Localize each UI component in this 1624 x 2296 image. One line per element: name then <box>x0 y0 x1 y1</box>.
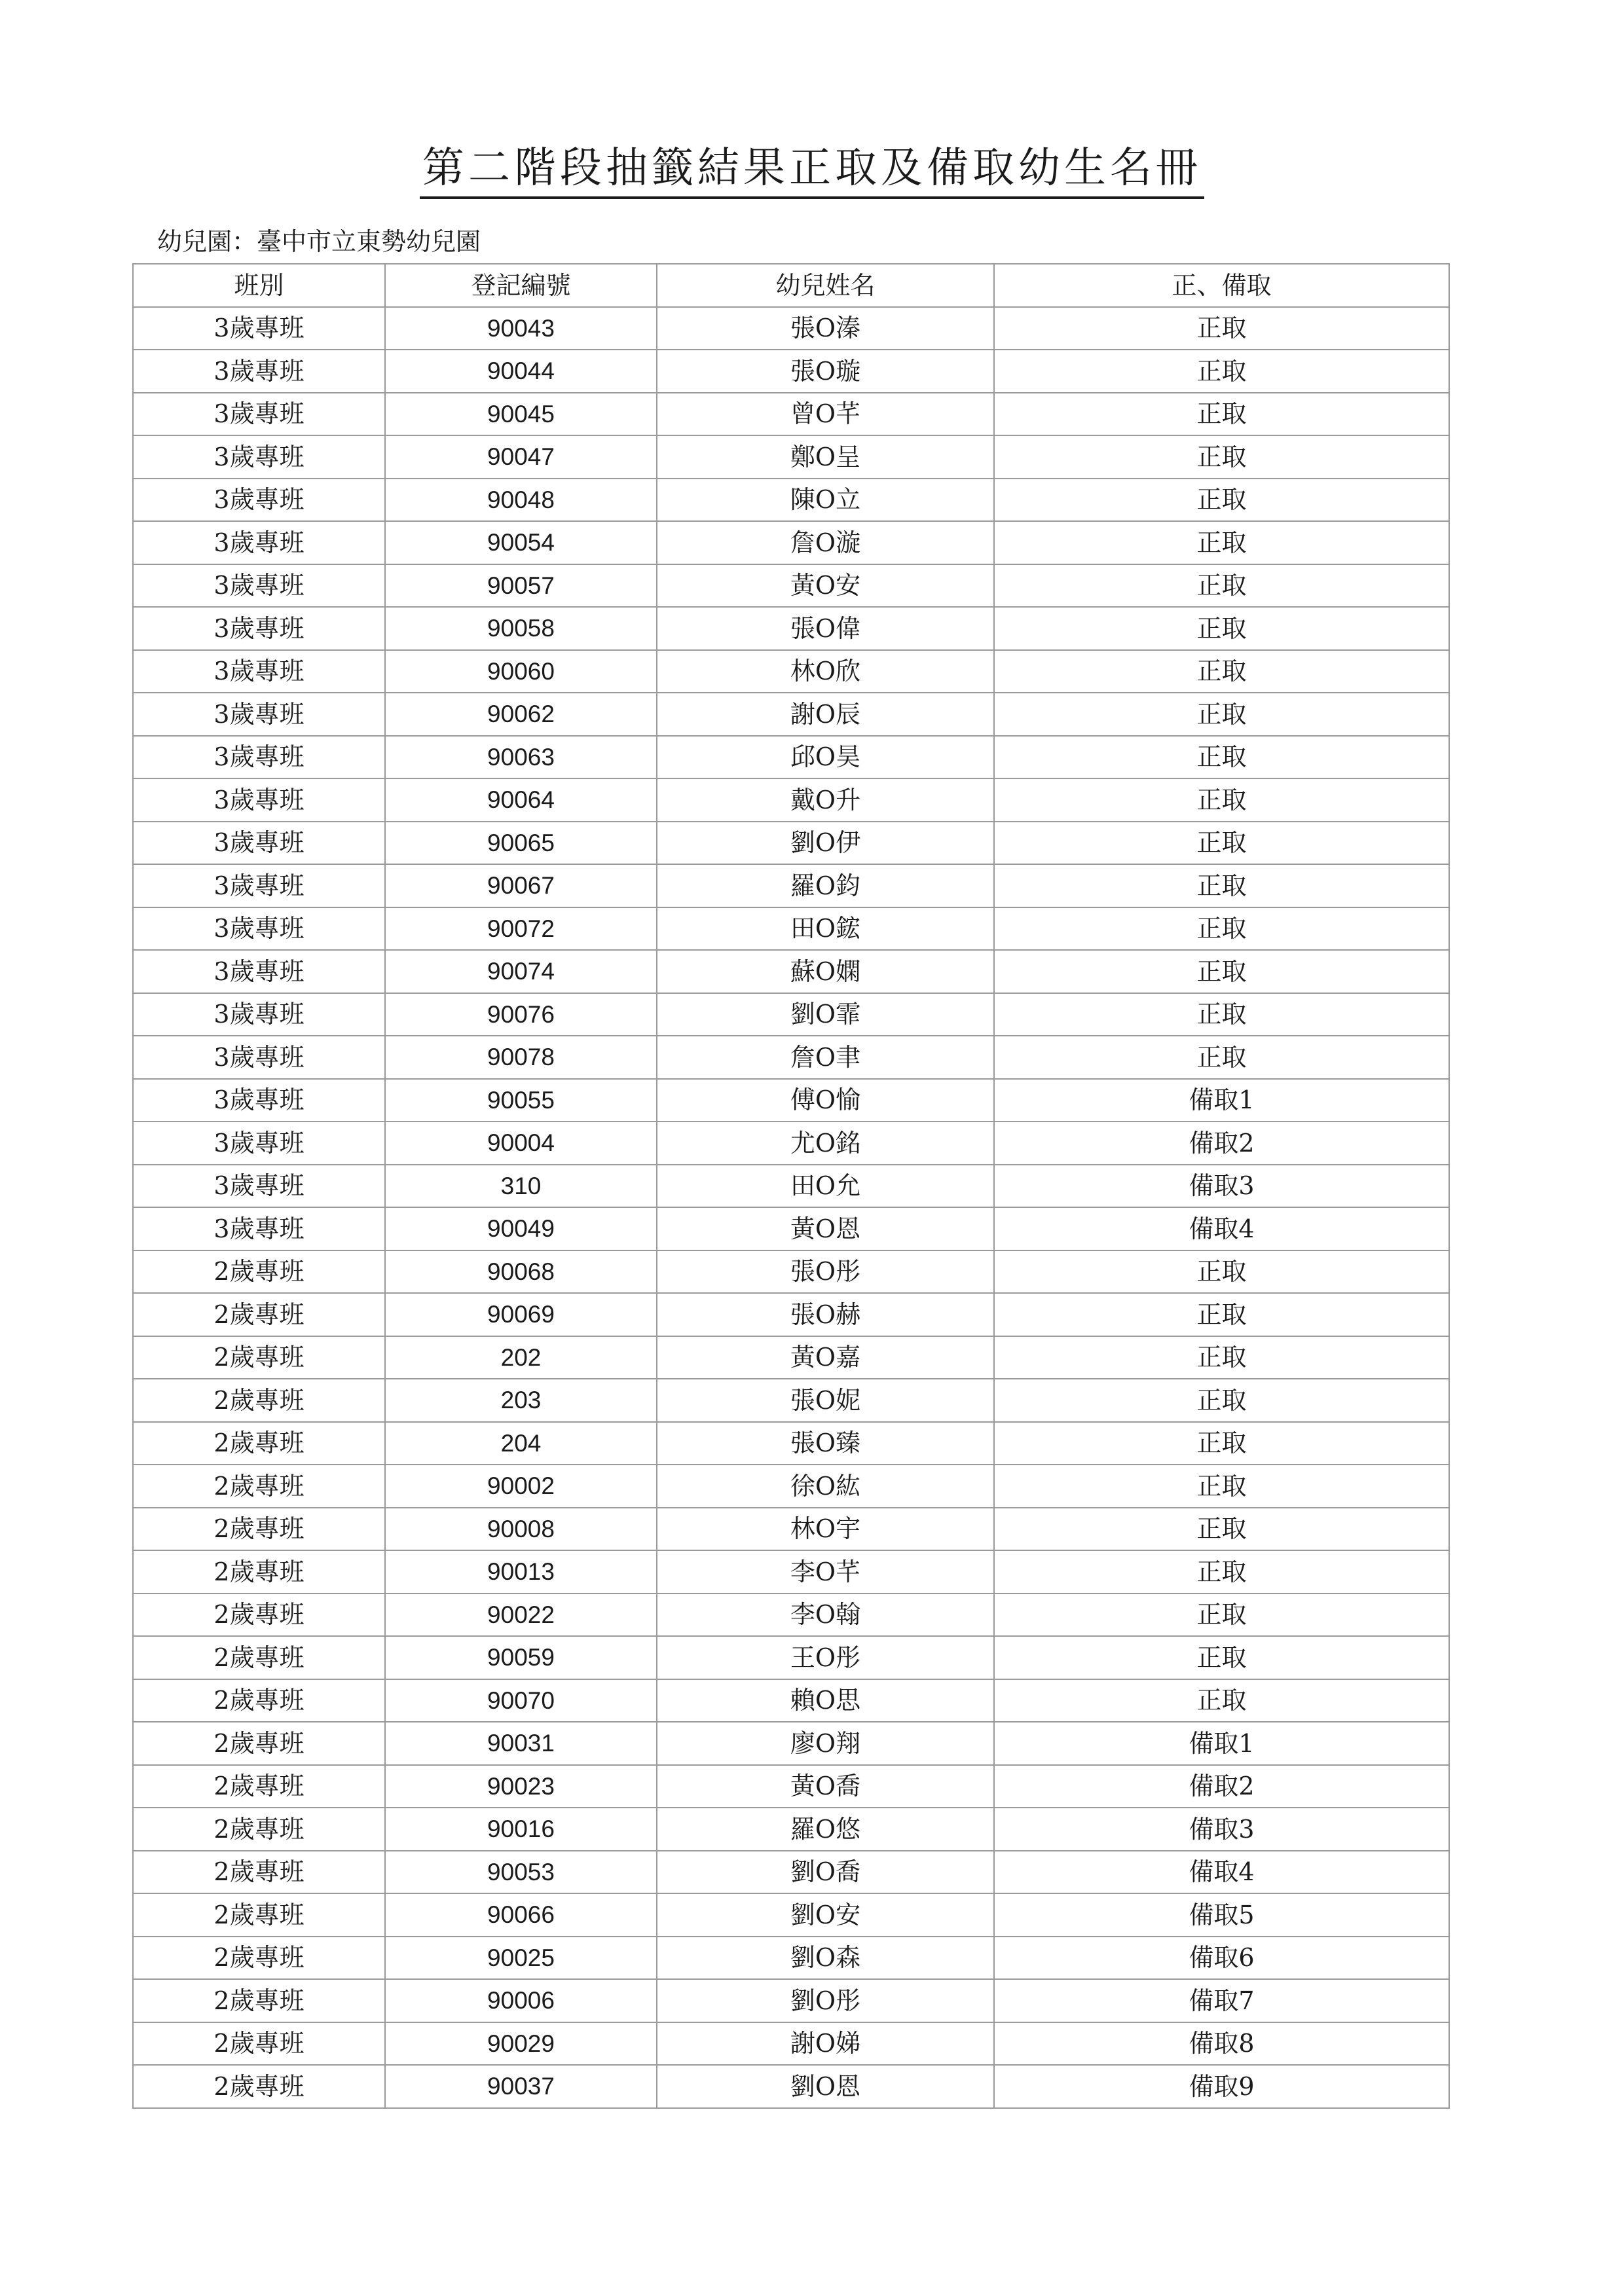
table-row <box>133 2065 1449 2108</box>
cell-child-name: 傅O愉 <box>657 1079 994 1122</box>
cell-admission-status: 正取 <box>994 564 1449 608</box>
table-row <box>133 479 1449 522</box>
cell-class: 3歲專班 <box>133 1165 385 1208</box>
cell-admission-status: 正取 <box>994 950 1449 993</box>
cell-admission-status: 正取 <box>994 1465 1449 1508</box>
cell-admission-status: 備取4 <box>994 1207 1449 1250</box>
table-row <box>133 307 1449 350</box>
cell-registration-number: 90031 <box>385 1722 657 1765</box>
cell-child-name: 戴O升 <box>657 778 994 822</box>
cell-child-name: 羅O悠 <box>657 1808 994 1851</box>
cell-child-name: 賴O思 <box>657 1679 994 1722</box>
cell-registration-number: 90072 <box>385 907 657 951</box>
table-row <box>133 693 1449 736</box>
cell-admission-status: 正取 <box>994 822 1449 865</box>
table-row <box>133 1636 1449 1679</box>
cell-admission-status: 正取 <box>994 307 1449 350</box>
cell-registration-number: 90066 <box>385 1893 657 1937</box>
cell-class: 3歲專班 <box>133 693 385 736</box>
cell-admission-status: 備取2 <box>994 1121 1449 1165</box>
cell-admission-status: 正取 <box>994 1336 1449 1379</box>
cell-registration-number: 90048 <box>385 479 657 522</box>
table-row <box>133 393 1449 436</box>
cell-admission-status: 備取1 <box>994 1722 1449 1765</box>
cell-child-name: 蘇O嫻 <box>657 950 994 993</box>
cell-registration-number: 90044 <box>385 350 657 393</box>
cell-registration-number: 90054 <box>385 521 657 564</box>
cell-class: 3歲專班 <box>133 736 385 779</box>
cell-admission-status: 正取 <box>994 350 1449 393</box>
cell-admission-status: 備取2 <box>994 1765 1449 1808</box>
cell-class: 2歲專班 <box>133 1379 385 1422</box>
cell-class: 2歲專班 <box>133 1465 385 1508</box>
cell-admission-status: 正取 <box>994 1679 1449 1722</box>
cell-admission-status: 正取 <box>994 1293 1449 1336</box>
header-registration-number: 登記編號 <box>385 264 657 307</box>
cell-child-name: 曾O芊 <box>657 393 994 436</box>
cell-class: 3歲專班 <box>133 1036 385 1079</box>
cell-registration-number: 90055 <box>385 1079 657 1122</box>
cell-class: 3歲專班 <box>133 650 385 693</box>
table-row <box>133 1036 1449 1079</box>
table-row <box>133 350 1449 393</box>
cell-registration-number: 90023 <box>385 1765 657 1808</box>
cell-registration-number: 90069 <box>385 1293 657 1336</box>
cell-child-name: 黃O喬 <box>657 1765 994 1808</box>
cell-admission-status: 備取1 <box>994 1079 1449 1122</box>
cell-registration-number: 204 <box>385 1422 657 1465</box>
cell-class: 2歲專班 <box>133 2065 385 2108</box>
cell-class: 2歲專班 <box>133 1937 385 1980</box>
cell-admission-status: 正取 <box>994 864 1449 907</box>
cell-child-name: 劉O森 <box>657 1937 994 1980</box>
table-row <box>133 1165 1449 1208</box>
cell-class: 2歲專班 <box>133 1679 385 1722</box>
cell-class: 3歲專班 <box>133 521 385 564</box>
cell-child-name: 詹O漩 <box>657 521 994 564</box>
cell-class: 2歲專班 <box>133 1636 385 1679</box>
table-row <box>133 1851 1449 1894</box>
cell-class: 3歲專班 <box>133 1121 385 1165</box>
cell-child-name: 張O璇 <box>657 350 994 393</box>
table-row <box>133 907 1449 951</box>
cell-child-name: 黃O安 <box>657 564 994 608</box>
cell-admission-status: 正取 <box>994 1594 1449 1637</box>
cell-class: 2歲專班 <box>133 2022 385 2066</box>
cell-admission-status: 正取 <box>994 393 1449 436</box>
cell-admission-status: 備取8 <box>994 2022 1449 2066</box>
header-class: 班別 <box>133 264 385 307</box>
cell-admission-status: 備取5 <box>994 1893 1449 1937</box>
table-row <box>133 1679 1449 1722</box>
cell-class: 2歲專班 <box>133 1508 385 1551</box>
cell-admission-status: 正取 <box>994 1250 1449 1294</box>
table-row <box>133 650 1449 693</box>
cell-admission-status: 正取 <box>994 993 1449 1036</box>
cell-class: 3歲專班 <box>133 778 385 822</box>
cell-child-name: 羅O鈞 <box>657 864 994 907</box>
table-row <box>133 1937 1449 1980</box>
cell-admission-status: 正取 <box>994 1508 1449 1551</box>
cell-admission-status: 正取 <box>994 1422 1449 1465</box>
cell-class: 2歲專班 <box>133 1594 385 1637</box>
cell-class: 3歲專班 <box>133 393 385 436</box>
table-row <box>133 1979 1449 2022</box>
cell-class: 3歲專班 <box>133 950 385 993</box>
cell-admission-status: 正取 <box>994 736 1449 779</box>
cell-registration-number: 90043 <box>385 307 657 350</box>
cell-registration-number: 90063 <box>385 736 657 779</box>
cell-registration-number: 90045 <box>385 393 657 436</box>
cell-registration-number: 90057 <box>385 564 657 608</box>
cell-registration-number: 90060 <box>385 650 657 693</box>
table-row <box>133 822 1449 865</box>
cell-registration-number: 90013 <box>385 1550 657 1594</box>
table-row <box>133 736 1449 779</box>
cell-admission-status: 正取 <box>994 693 1449 736</box>
table-row <box>133 1550 1449 1594</box>
table-row <box>133 564 1449 608</box>
cell-admission-status: 正取 <box>994 1379 1449 1422</box>
table-row <box>133 1722 1449 1765</box>
cell-class: 2歲專班 <box>133 1550 385 1594</box>
cell-class: 3歲專班 <box>133 1079 385 1122</box>
cell-registration-number: 90074 <box>385 950 657 993</box>
header-child-name: 幼兒姓名 <box>657 264 994 307</box>
cell-class: 3歲專班 <box>133 822 385 865</box>
cell-child-name: 劉O安 <box>657 1893 994 1937</box>
cell-registration-number: 90016 <box>385 1808 657 1851</box>
table-row <box>133 864 1449 907</box>
cell-registration-number: 90004 <box>385 1121 657 1165</box>
cell-registration-number: 90053 <box>385 1851 657 1894</box>
cell-child-name: 謝O娣 <box>657 2022 994 2066</box>
cell-class: 3歲專班 <box>133 1207 385 1250</box>
cell-registration-number: 90006 <box>385 1979 657 2022</box>
cell-child-name: 張O偉 <box>657 607 994 650</box>
admission-roster-table <box>132 263 1450 2109</box>
cell-registration-number: 90037 <box>385 2065 657 2108</box>
cell-registration-number: 90059 <box>385 1636 657 1679</box>
cell-registration-number: 90076 <box>385 993 657 1036</box>
table-row <box>133 1079 1449 1122</box>
cell-registration-number: 202 <box>385 1336 657 1379</box>
cell-registration-number: 90070 <box>385 1679 657 1722</box>
cell-child-name: 劉O霏 <box>657 993 994 1036</box>
cell-admission-status: 備取7 <box>994 1979 1449 2022</box>
cell-registration-number: 90068 <box>385 1250 657 1294</box>
table-row <box>133 521 1449 564</box>
table-row <box>133 778 1449 822</box>
cell-child-name: 鄭O呈 <box>657 435 994 479</box>
table-row <box>133 1293 1449 1336</box>
cell-class: 2歲專班 <box>133 1722 385 1765</box>
cell-registration-number: 90067 <box>385 864 657 907</box>
cell-child-name: 廖O翔 <box>657 1722 994 1765</box>
cell-child-name: 尤O銘 <box>657 1121 994 1165</box>
cell-class: 3歲專班 <box>133 435 385 479</box>
cell-registration-number: 90058 <box>385 607 657 650</box>
cell-admission-status: 備取9 <box>994 2065 1449 2108</box>
table-row <box>133 2022 1449 2066</box>
cell-child-name: 劉O彤 <box>657 1979 994 2022</box>
cell-registration-number: 90008 <box>385 1508 657 1551</box>
table-row <box>133 1465 1449 1508</box>
cell-class: 2歲專班 <box>133 1851 385 1894</box>
table-row <box>133 435 1449 479</box>
cell-admission-status: 正取 <box>994 521 1449 564</box>
cell-admission-status: 備取3 <box>994 1165 1449 1208</box>
table-row <box>133 607 1449 650</box>
cell-child-name: 張O彤 <box>657 1250 994 1294</box>
cell-child-name: 黃O恩 <box>657 1207 994 1250</box>
header-admission-status: 正、備取 <box>994 264 1449 307</box>
cell-registration-number: 90029 <box>385 2022 657 2066</box>
cell-child-name: 李O芊 <box>657 1550 994 1594</box>
cell-child-name: 張O妮 <box>657 1379 994 1422</box>
cell-registration-number: 90022 <box>385 1594 657 1637</box>
cell-admission-status: 正取 <box>994 607 1449 650</box>
table-row <box>133 1508 1449 1551</box>
cell-registration-number: 310 <box>385 1165 657 1208</box>
table-row <box>133 1250 1449 1294</box>
cell-registration-number: 90062 <box>385 693 657 736</box>
cell-class: 3歲專班 <box>133 307 385 350</box>
cell-child-name: 徐O紘 <box>657 1465 994 1508</box>
cell-class: 3歲專班 <box>133 564 385 608</box>
cell-child-name: 王O彤 <box>657 1636 994 1679</box>
table-body <box>133 307 1449 2108</box>
cell-child-name: 陳O立 <box>657 479 994 522</box>
cell-admission-status: 備取6 <box>994 1937 1449 1980</box>
table-header-row <box>133 264 1449 307</box>
cell-child-name: 張O赫 <box>657 1293 994 1336</box>
cell-class: 3歲專班 <box>133 350 385 393</box>
cell-class: 3歲專班 <box>133 907 385 951</box>
cell-registration-number: 90049 <box>385 1207 657 1250</box>
table-row <box>133 1379 1449 1422</box>
table-row <box>133 1765 1449 1808</box>
cell-registration-number: 90047 <box>385 435 657 479</box>
cell-child-name: 劉O恩 <box>657 2065 994 2108</box>
cell-registration-number: 90002 <box>385 1465 657 1508</box>
cell-class: 2歲專班 <box>133 1336 385 1379</box>
cell-admission-status: 正取 <box>994 479 1449 522</box>
table-row <box>133 1893 1449 1937</box>
cell-class: 2歲專班 <box>133 1979 385 2022</box>
cell-registration-number: 90078 <box>385 1036 657 1079</box>
cell-child-name: 邱O昊 <box>657 736 994 779</box>
cell-class: 2歲專班 <box>133 1250 385 1294</box>
cell-admission-status: 正取 <box>994 1636 1449 1679</box>
cell-registration-number: 90065 <box>385 822 657 865</box>
table-row <box>133 1121 1449 1165</box>
cell-class: 3歲專班 <box>133 864 385 907</box>
cell-child-name: 張O臻 <box>657 1422 994 1465</box>
table-row <box>133 1207 1449 1250</box>
cell-child-name: 詹O聿 <box>657 1036 994 1079</box>
cell-class: 2歲專班 <box>133 1765 385 1808</box>
cell-child-name: 張O溱 <box>657 307 994 350</box>
cell-registration-number: 90025 <box>385 1937 657 1980</box>
cell-class: 2歲專班 <box>133 1808 385 1851</box>
cell-child-name: 田O鋐 <box>657 907 994 951</box>
cell-admission-status: 正取 <box>994 907 1449 951</box>
cell-class: 3歲專班 <box>133 607 385 650</box>
page-title-text: 第二階段抽籤結果正取及備取幼生名冊 <box>420 144 1204 199</box>
cell-class: 2歲專班 <box>133 1893 385 1937</box>
cell-class: 3歲專班 <box>133 479 385 522</box>
table-row <box>133 1594 1449 1637</box>
cell-class: 2歲專班 <box>133 1422 385 1465</box>
cell-child-name: 田O允 <box>657 1165 994 1208</box>
table-row <box>133 1808 1449 1851</box>
cell-child-name: 劉O喬 <box>657 1851 994 1894</box>
cell-admission-status: 備取4 <box>994 1851 1449 1894</box>
cell-admission-status: 正取 <box>994 435 1449 479</box>
cell-admission-status: 正取 <box>994 650 1449 693</box>
cell-admission-status: 備取3 <box>994 1808 1449 1851</box>
cell-registration-number: 203 <box>385 1379 657 1422</box>
cell-child-name: 黃O嘉 <box>657 1336 994 1379</box>
cell-class: 3歲專班 <box>133 993 385 1036</box>
school-name: 幼兒園：臺中市立東勢幼兒園 <box>157 227 481 256</box>
cell-class: 2歲專班 <box>133 1293 385 1336</box>
cell-admission-status: 正取 <box>994 778 1449 822</box>
cell-child-name: 謝O辰 <box>657 693 994 736</box>
table-row <box>133 950 1449 993</box>
table-row <box>133 993 1449 1036</box>
table-row <box>133 1422 1449 1465</box>
cell-child-name: 林O欣 <box>657 650 994 693</box>
cell-admission-status: 正取 <box>994 1036 1449 1079</box>
table-row <box>133 1336 1449 1379</box>
cell-admission-status: 正取 <box>994 1550 1449 1594</box>
cell-registration-number: 90064 <box>385 778 657 822</box>
cell-child-name: 林O宇 <box>657 1508 994 1551</box>
page-title <box>0 134 1624 194</box>
cell-child-name: 劉O伊 <box>657 822 994 865</box>
cell-child-name: 李O翰 <box>657 1594 994 1637</box>
